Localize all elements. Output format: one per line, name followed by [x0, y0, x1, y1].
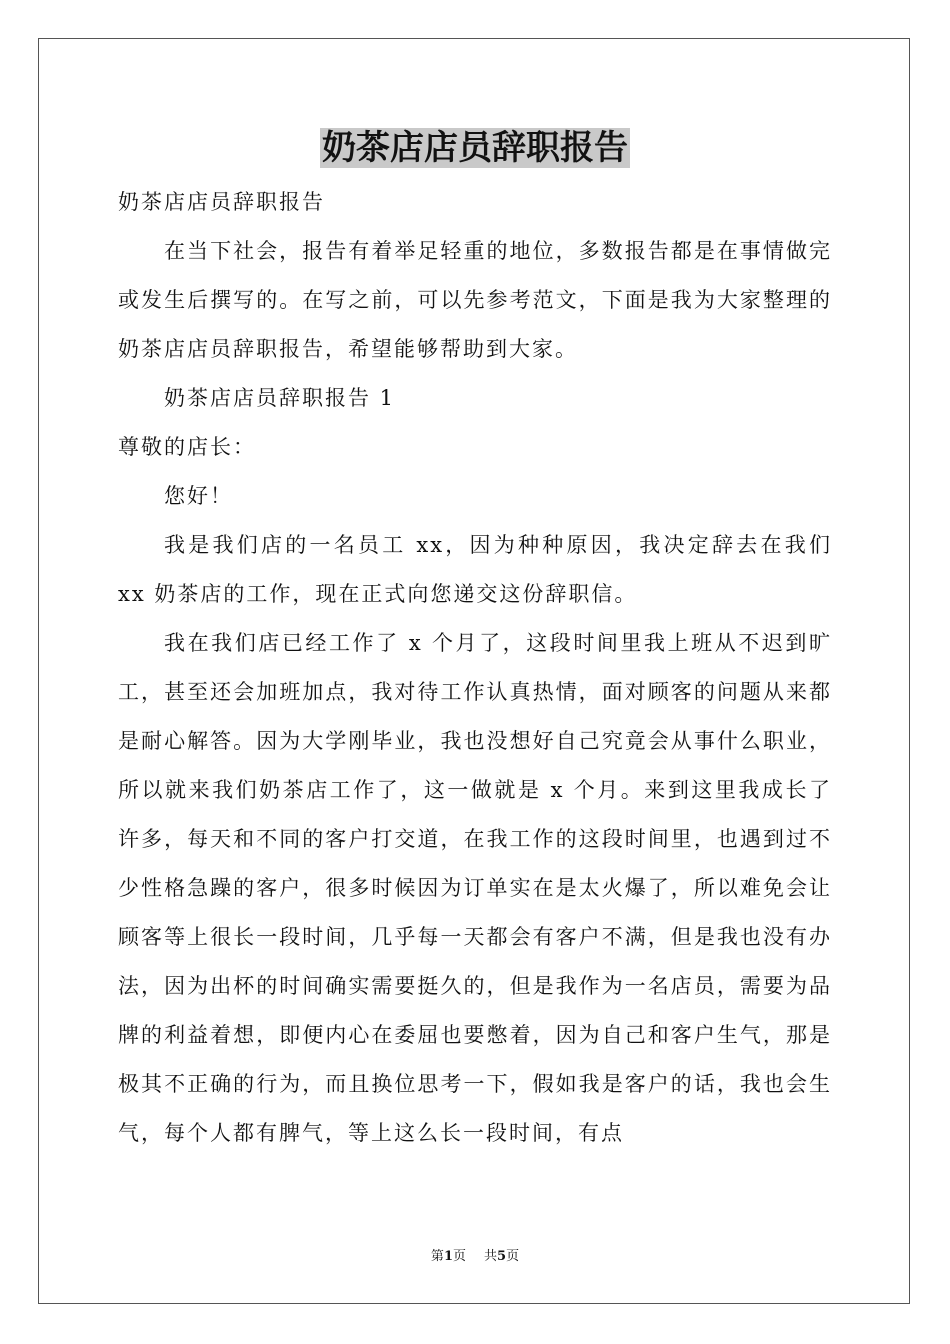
footer-total-prefix: 共	[484, 1249, 498, 1264]
footer-page-current: 1	[443, 1249, 453, 1264]
paragraph-body: 我在我们店已经工作了 x 个月了，这段时间里我上班从不迟到旷工，甚至还会加班加点，我对待工作认真热情，面对顾客的问题从来都是耐心解答。因为大学刚毕业，我也没想好自己究竟会从事什么职业，所以就来我们奶茶店工作了，这一做就是 x 个月。来到这里我成长了许多，每天和不同的客户打交道，在我工作的这段时间里，也遇到过不少性格急躁的客户，很多时候因为订单实在是太火爆了，所以难免会让顾客等上很长一段时间，几乎每一天都会有客户不满，但是我也没有办法，因为出杯的时间确实需要挺久的，但是我作为一名店员，需要为品牌的利益着想，即便内心在委屈也要憋着，因为自己和客户生气，那是极其不正确的行为，而且换位思考一下，假如我是客户的话，我也会生气，每个人都有脾气，等上这么长一段时间，有点	[118, 631, 832, 1145]
footer-total-suffix: 页	[506, 1249, 520, 1264]
footer-page-total: 5	[497, 1249, 507, 1264]
paragraph-subtitle: 奶茶店店员辞职报告	[118, 190, 325, 214]
paragraph-intro: 在当下社会，报告有着举足轻重的地位，多数报告都是在事情做完或发生后撰写的。在写之前，可以先参考范文，下面是我为大家整理的奶茶店店员辞职报告，希望能够帮助到大家。	[118, 239, 832, 361]
footer-page-suffix: 页	[452, 1249, 466, 1264]
paragraph-salutation: 尊敬的店长：	[118, 435, 256, 459]
paragraph-greeting: 您好！	[164, 484, 233, 508]
footer-page-prefix: 第	[430, 1249, 444, 1264]
document-title	[0, 126, 950, 170]
document-title-text: 奶茶店店员辞职报告	[322, 128, 628, 168]
page-footer	[0, 1248, 950, 1266]
paragraph-statement: 我是我们店的一名员工 xx，因为种种原因，我决定辞去在我们 xx 奶茶店的工作，现在正式向您递交这份辞职信。	[118, 533, 832, 606]
document-body	[118, 178, 832, 1158]
paragraph-section-heading: 奶茶店店员辞职报告 1	[164, 386, 396, 410]
